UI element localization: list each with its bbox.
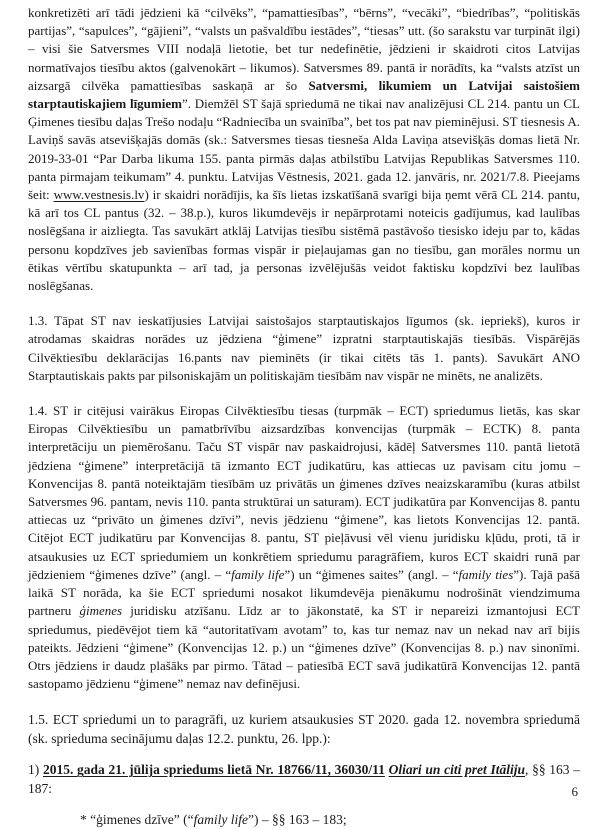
paragraph-intro: konkretizēti arī tādi jēdzieni kā “cilvēks”, “pamattiesības”, “bērns”, “vecāki”, “biedrības”, “politiskās partijas”, “sapulces”, “gājieni”, “valsts un pašvaldību iestādes”, “tiesas” utt. (šo sarakstu var turpināt ilgi) – visi šie Satversmes VIII nodaļā lietotie, bet tur nedefinētie, jēdzieni ir skaidroti citos Latvijas normatīvajos tiesību aktos (galvenokārt – likumos). Satversmes 89. pantā ir norādīts, ka “valsts atzīst un aizsargā cilvēka pamattiesības saskaņā ar šo Satversmi, likumiem un Latvijai saistošiem starptautiskajiem līgumiem”. Diemžēl ST šajā spriedumā ne tikai nav analizējusi CL 214. pantu un CL Ģimenes tiesību daļas Trešo nodaļu “Radniecība un svainība”, bet tos pat nav pieminējusi. ST tiesnesis A. Laviņš savās atsevišķajās domās (sk.: Satversmes tiesas tiesneša Alda Laviņa atsevišķās domas lietā Nr. 2019-33-01 “Par Darba likuma 155. panta pirmās daļas atbilstību Latvijas Republikas Satversmes 110. panta pirmajam teikumam” 4. punktu. Latvijas Vēstnesis, 2021. gada 12. janvāris, nr. 2021/7.8. Pieejams šeit: www.vestnesis.lv) ir skaidri norādījis, ka šīs lietas izskatīšanā svarīgi bija ņemt vērā CL 214. pantu, kā arī tos CL pantus (32. – 38.p.), kuros likumdevējs ir nepārprotami noteicis gadījumus, kad laulības noslēgšana ir aizliegta. Tas savukārt atklāj Latvijas tiesību sistēmā pastāvošo tiesisko ideju par to, kādas personu kopdzīves jeb savienības formas vispār ir pieļaujamas gan no tiesību, gan morāles normu un ētikas vērtību skatupunkta – arī tad, ja personas izvēlējušās veidot faktisku kopdzīvi bez laulības noslēgšanas. [28,5,580,294]
bullet-family-life: * “ģimenes dzīve” (“family life”) – §§ 163 – 183; [80,812,347,828]
paragraph-1-5: 1.5. ECT spriedumi un to paragrāfi, uz kuriem atsaukusies ST 2020. gada 12. novembra spriedumā (sk. sprieduma secinājumu daļas 12.2. punktu, 26. lpp.): [28,712,580,747]
emphasis-satversme: Satversmi, likumiem un Latvijai saistošiem starptautiskajiem līgumiem [28,77,580,112]
paragraph-1-4: 1.4. ST ir citējusi vairākus Eiropas Cilvēktiesību tiesas (turpmāk – ECT) spriedumus lietās, kas skar Eiropas Cilvēktiesību un pamatbrīvību aizsardzības konvencijas (turpmāk – ECTK) 8. panta interpretāciju un piemērošanu. Taču ST vispār nav paskaidrojusi, kādēļ Satversmes 110. pantā lietotā jēdziena “ģimene” interpretācijā tā izmanto ECT judikatūru, kas attiecas uz pavisam citu jomu – Konvencijas 8. pantā noteiktajām tiesībām uz privātās un ģimenes dzīves neaizskaramību (kuras atbilst Satversmes 96. pantam, nevis 110. panta struktūrai un saturam). ECT judikatūra par Konvencijas 8. pantu attiecas uz “privāto un ģimenes dzīvi”, nevis jēdzienu “ģimene”, kas lietots Konvencijas 12. pantā. Citējot ECT judikatūru par Konvencijas 8. pantu, ST pieļāvusi vēl vienu juridisku kļūdu, proti, tā ir atsaukusies uz ECT spriedumiem un konkrētiem spriedumu paragrāfiem, kuros ECT skaidri runā par jēdzieniem “ģimenes dzīve” (angl. – “family life”) un “ģimenes saites” (angl. – “family ties”). Tajā pašā laikā ST norāda, ka šie ECT spriedumi nosakot likumdevēja pienākumu nodrošināt viendzimuma partneru ģimenes juridisku atzīšanu. Līdz ar to jākonstatē, ka ST ir nepareizi izmantojusi ECT spriedumus, piedēvējot tiem kā “autoritatīvam avotam” to, kas tur nemaz nav un nekad nav arī bijis pateikts. Jēdzieni “ģimene” (Konvencijas 12. p.) un “ģimenes dzīve” (Konvencijas 8. p.) nav sinonīmi. Otrs jēdziens ir daudz plašāks par pirmo. Tātad – patiesībā ECT savā judikatūrā Konvencijas 12. pantā sastopamo jēdzienu “ģimene” nemaz nav definējusi. [28,403,580,692]
case-title: 2015. gada 21. jūlija spriedums lietā Nr. 18766/11, 36030/11 [42,762,385,778]
paragraph-1-3: 1.3. Tāpat ST nav ieskatījusies Latvijai saistošajos starptautiskajos līgumos (sk. iepriekš), kuros ir atrodamas skaidras norādes uz jēdziena “ģimene” izpratni starptautiskajās tiesībās. Vispārējās Cilvēktiesību deklarācijas 16.pants nav pieminēts (ir tikai citēts tās 1. pants). Savukārt ANO Starptautiskais pakts par pilsoniskajām un politiskajām tiesībām nav vispār ne minēts, ne analizēts. [28,313,580,383]
vestnesis-link[interactable]: www.vestnesis.lv [53,187,145,203]
case-item-1: 1) 2015. gada 21. jūlija spriedums lietā Nr. 18766/11, 36030/11 Oliari un citi pret Itāliju, §§ 163 – 187: [28,762,581,797]
page-number: 6 [571,784,578,799]
case-parties: Oliari un citi pret Itāliju [388,762,526,778]
